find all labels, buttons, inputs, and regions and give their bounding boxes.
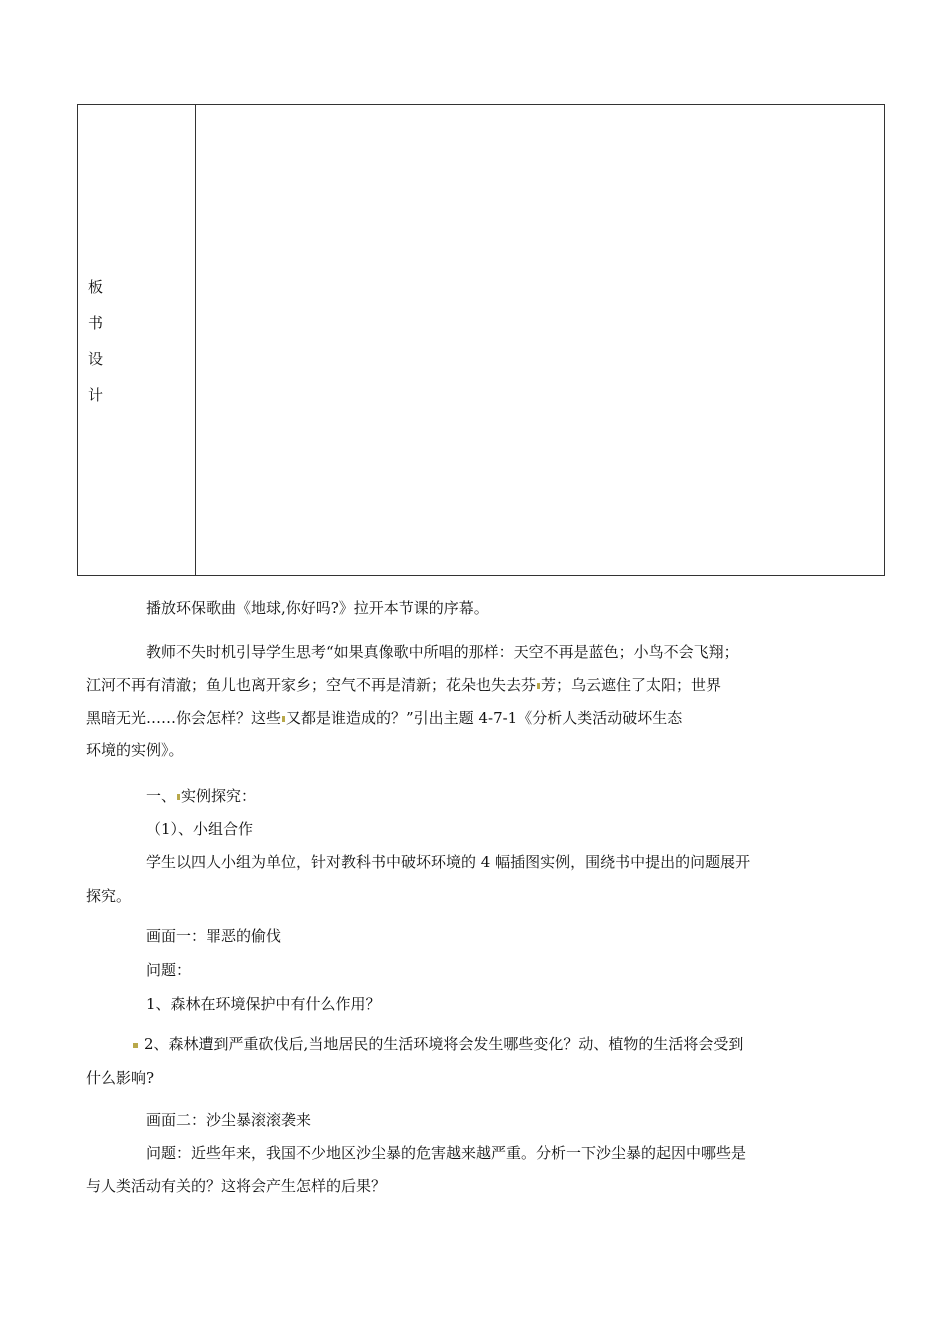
text-run: 黑暗无光……你会怎样？这些 (86, 709, 282, 727)
board-label-char: 设 (88, 350, 104, 368)
board-label-char: 书 (88, 314, 104, 332)
board-design-table (77, 104, 885, 576)
question-two-line (132, 1032, 743, 1056)
paragraph-teacher-line (86, 673, 721, 697)
marker-dot (177, 794, 180, 800)
paragraph-teacher-line (86, 706, 682, 730)
picture-two-title: 画面二：沙尘暴滚滚袭来 (146, 1111, 312, 1129)
marker-dot (537, 683, 540, 689)
question-two-line: 什么影响? (86, 1069, 155, 1087)
paragraph-teacher-line: 环境的实例》。 (86, 741, 184, 759)
marker-dot (282, 716, 285, 722)
picture-two-question-line: 问题：近些年来，我国不少地区沙尘暴的危害越来越严重。分析一下沙尘暴的起因中哪些是 (146, 1144, 747, 1162)
board-design-label-cell (78, 105, 196, 575)
question-one: 1、森林在环境保护中有什么作用？ (146, 995, 381, 1013)
subsection-heading: （1）、小组合作 (146, 820, 254, 838)
picture-two-question-line: 与人类活动有关的？这将会产生怎样的后果？ (86, 1177, 387, 1195)
text-run: 芳；乌云遮住了太阳；世界 (541, 676, 722, 694)
text-run: 江河不再有清澈；鱼儿也离开家乡；空气不再是清新；花朵也失去芬 (86, 676, 537, 694)
marker-dot (133, 1043, 138, 1048)
section-heading (146, 784, 256, 808)
picture-one-title: 画面一：罪恶的偷伐 (146, 927, 282, 945)
board-label-char: 板 (88, 278, 104, 296)
text-run: 2、森林遭到严重砍伐后,当地居民的生活环境将会发生哪些变化？动、植物的生活将会受到 (144, 1035, 744, 1053)
text-run: 又都是谁造成的？”引出主题 4-7-1《分析人类活动破坏生态 (286, 709, 683, 727)
text-run: 实例探究： (181, 787, 257, 805)
paragraph-teacher-line: 教师不失时机引导学生思考“如果真像歌中所唱的那样：天空不再是蓝色；小鸟不会飞翔； (146, 643, 739, 661)
paragraph-group-line: 探究。 (86, 887, 132, 905)
paragraph-intro: 播放环保歌曲《地球,你好吗?》拉开本节课的序幕。 (146, 599, 489, 617)
question-label: 问题： (146, 961, 192, 979)
board-label-char: 计 (88, 386, 104, 404)
text-run: 一、 (146, 787, 177, 805)
paragraph-group-line: 学生以四人小组为单位，针对教科书中破坏环境的 4 幅插图实例，围绕书中提出的问题展开 (146, 853, 751, 871)
board-design-content-cell (196, 105, 884, 575)
board-design-label (88, 269, 110, 413)
